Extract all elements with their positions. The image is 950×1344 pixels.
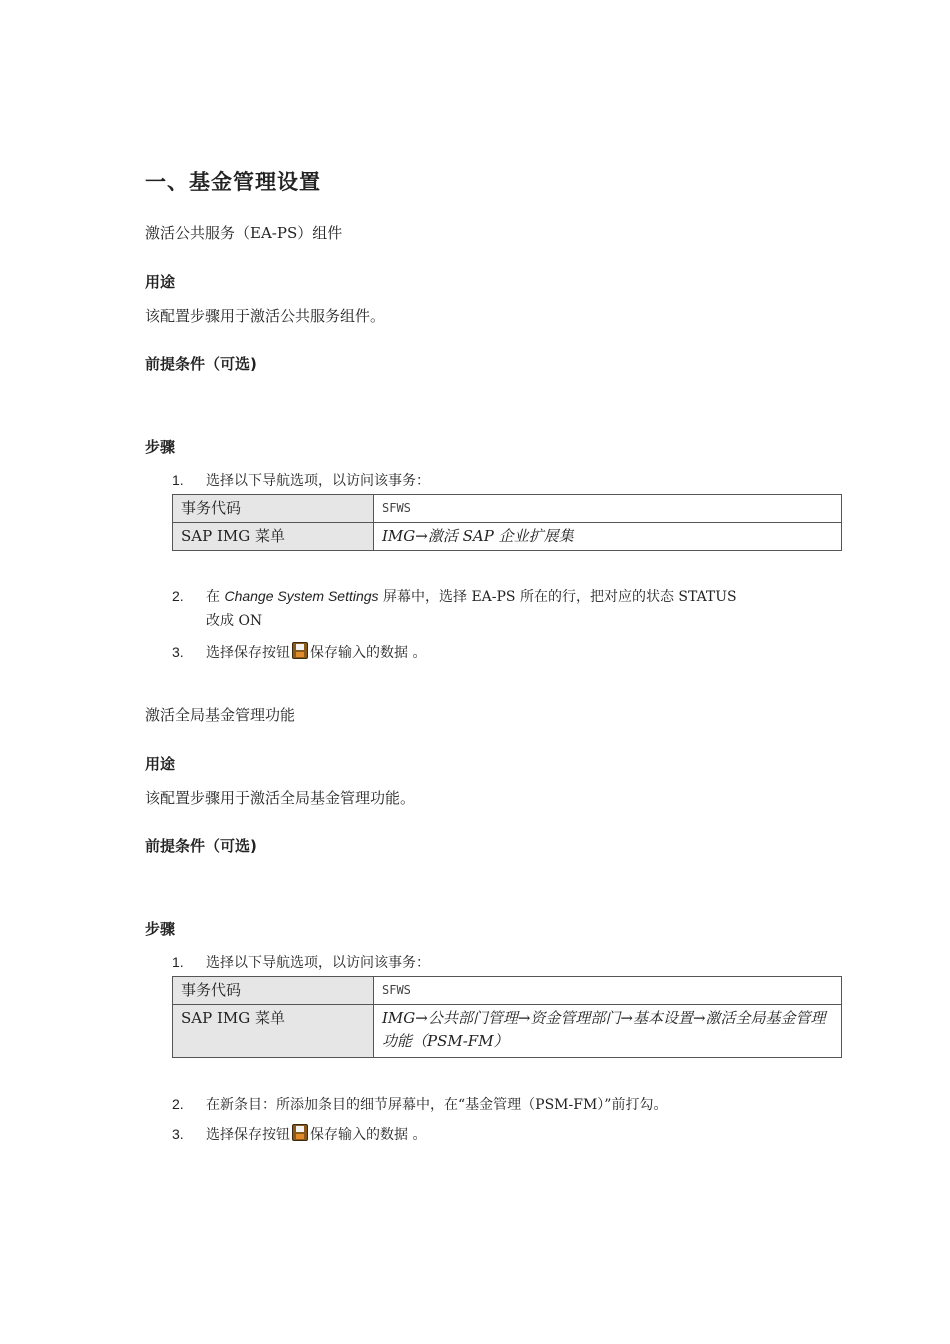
navigation-table [172, 494, 842, 551]
step-number: 1. [172, 954, 184, 970]
step-2 [172, 1092, 812, 1117]
prereq-label: 前提条件（可选) [145, 355, 257, 373]
purpose-text: 该配置步骤用于激活公共服务组件。 [145, 307, 386, 325]
step-3 [172, 640, 812, 665]
purpose-label: 用途 [145, 755, 176, 773]
screen-name: Change System Settings [224, 588, 379, 604]
img-menu-path: IMG→公共部门管理→资金管理部门→基本设置→激活全局基金管理功能（PSM-FM） [374, 1005, 842, 1058]
img-menu-path: IMG→激活 SAP 企业扩展集 [374, 523, 842, 551]
navigation-table [172, 976, 842, 1058]
table-key: SAP IMG 菜单 [173, 1005, 374, 1058]
step-text: 选择保存按钮 [206, 645, 290, 661]
transaction-code: SFWS [374, 977, 842, 1005]
prereq-label: 前提条件（可选) [145, 837, 257, 855]
table-key: 事务代码 [173, 977, 374, 1005]
table-row [173, 977, 842, 1005]
step-number: 1. [172, 472, 184, 488]
table-row [173, 1005, 842, 1058]
step-number: 2. [172, 588, 184, 604]
steps-label: 步骤 [145, 438, 176, 456]
save-icon [292, 1124, 308, 1141]
table-key: SAP IMG 菜单 [173, 523, 374, 551]
save-icon [292, 642, 308, 659]
step-number: 2. [172, 1096, 184, 1112]
step-text: 改成 ON [206, 613, 263, 629]
step-1 [172, 950, 812, 975]
step-1 [172, 468, 812, 493]
step-text: 保存输入的数据 。 [310, 1127, 427, 1143]
table-row [173, 495, 842, 523]
step-text: 在 [206, 589, 225, 605]
step-text: 选择以下导航选项，以访问该事务： [206, 955, 430, 971]
page-title: 一、基金管理设置 [145, 170, 321, 194]
step-number: 3. [172, 1126, 184, 1142]
section-heading: 激活公共服务（EA-PS）组件 [145, 224, 343, 242]
step-3 [172, 1122, 812, 1147]
step-text: 在新条目：所添加条目的细节屏幕中，在“基金管理（PSM-FM）”前打勾。 [206, 1097, 668, 1113]
step-text: 保存输入的数据 。 [310, 645, 427, 661]
step-number: 3. [172, 644, 184, 660]
transaction-code: SFWS [374, 495, 842, 523]
step-text: 选择以下导航选项，以访问该事务： [206, 473, 430, 489]
purpose-label: 用途 [145, 273, 176, 291]
purpose-text: 该配置步骤用于激活全局基金管理功能。 [145, 789, 416, 807]
step-text: 选择保存按钮 [206, 1127, 290, 1143]
step-2 [172, 584, 812, 633]
table-key: 事务代码 [173, 495, 374, 523]
step-text: 屏幕中，选择 EA-PS 所在的行，把对应的状态 STATUS [378, 589, 737, 605]
section-heading: 激活全局基金管理功能 [145, 706, 296, 724]
steps-label: 步骤 [145, 920, 176, 938]
table-row [173, 523, 842, 551]
